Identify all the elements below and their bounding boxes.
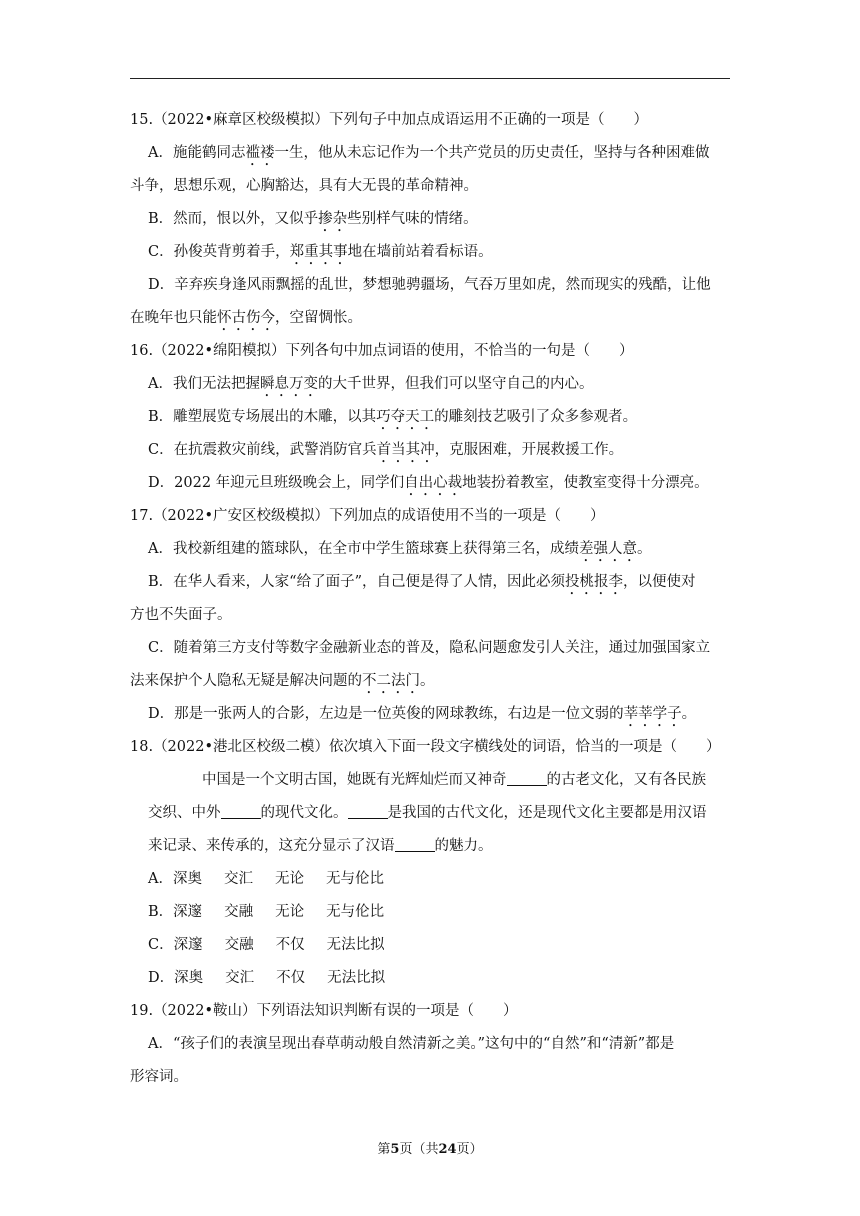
option-text: 我校新组建的篮球队，在全市中学生篮球赛上获得第三名，成绩 [172, 541, 579, 557]
option-text: 。 [681, 706, 697, 722]
option-label: D． [148, 277, 175, 293]
option-text: 形容词。 [130, 1069, 188, 1085]
question-number: 16. [130, 343, 154, 359]
option-text: 地装扮着教室，使教室变得十分漂亮。 [462, 475, 709, 491]
option-text: 孙俊英背剪着手， [173, 244, 290, 260]
option-text: 随着第三方支付等数字金融新业态的普及，隐私问题愈发引人关注，通过加强国家立 [173, 640, 711, 656]
header-rule [130, 78, 730, 79]
emphasized-term: 郑重其事 [289, 244, 348, 260]
passage-line [130, 764, 730, 797]
option-word: 不仅 [275, 937, 305, 953]
question-text: 下列加点的成语使用不当的一项是（ ） [329, 508, 605, 524]
option-label: D． [148, 475, 175, 491]
emphasized-term: 自出心裁 [404, 475, 463, 491]
option-continuation [130, 599, 730, 632]
question-source: （2022•绵阳模拟） [153, 343, 286, 359]
choice-option [130, 962, 730, 995]
passage-text: 是我国的古代文化，还是现代文化主要都是用汉语 [387, 805, 707, 821]
footer-page-number: 5 [390, 1142, 400, 1157]
option-text: 在抗震救灾前线，武警消防官兵 [173, 442, 377, 458]
option-word: 无论 [275, 904, 305, 920]
option-label: A． [148, 1036, 173, 1052]
passage-text: 的魅力。 [434, 838, 493, 854]
option-label: B． [148, 904, 174, 920]
option-word: 交融 [224, 904, 254, 920]
question-stem [130, 335, 730, 368]
option-label: C． [148, 442, 174, 458]
question-stem [130, 104, 730, 137]
question-text: 下列句子中加点成语运用不正确的一项是（ ） [329, 112, 649, 128]
question-source: （2022•广安区校级模拟） [153, 508, 330, 524]
option-text: 雕塑展览专场展出的木雕，以其 [173, 409, 377, 425]
answer-option [130, 368, 730, 401]
passage-line [130, 797, 730, 830]
option-label: D． [148, 706, 175, 722]
option-label: A． [148, 376, 173, 392]
emphasized-term: 掺杂 [318, 211, 348, 227]
question-stem [130, 731, 730, 764]
option-continuation [130, 302, 730, 335]
emphasized-term: 巧夺天工 [376, 409, 435, 425]
option-label: C． [148, 937, 174, 953]
answer-option [130, 137, 730, 170]
answer-option [130, 434, 730, 467]
option-text: 在华人看来，人家“给了面子”，自己便是得了人情，因此必须 [173, 574, 565, 590]
option-word: 无与伦比 [325, 871, 384, 887]
option-text: 一生，他从未忘记作为一个共产党员的历史责任，坚持与各种困难做 [274, 145, 710, 161]
answer-option [130, 533, 730, 566]
footer-suffix: 页） [456, 1142, 483, 1157]
option-word: 不仅 [276, 970, 306, 986]
emphasized-term: 首当其冲 [376, 442, 435, 458]
option-word: 深邃 [173, 904, 203, 920]
emphasized-term: 褴褛 [245, 145, 275, 161]
page-footer [0, 1138, 860, 1157]
option-text: 辛弃疾身逢风雨飘摇的乱世，梦想驰骋疆场，气吞万里如虎，然而现实的残酷，让他 [174, 277, 711, 293]
option-text: 的大千世界，但我们可以坚守自己的内心。 [317, 376, 594, 392]
option-text: 我们无法把握 [172, 376, 260, 392]
option-continuation [130, 1061, 730, 1094]
fill-blank [348, 802, 388, 819]
passage-text: 的现代文化。 [260, 805, 348, 821]
question-content [130, 104, 730, 1094]
question-number: 15. [130, 112, 154, 128]
option-text: ，以便使对 [622, 574, 696, 590]
emphasized-term: 怀古伤今 [217, 310, 275, 326]
choice-option [130, 896, 730, 929]
option-text: “孩子们的表演呈现出春草萌动般自然清新之美。”这句中的“自然”和“清新”都是 [172, 1036, 675, 1052]
answer-option [130, 566, 730, 599]
footer-prefix: 第 [377, 1142, 391, 1157]
option-text: 方也不失面子。 [130, 607, 232, 623]
option-word: 无与伦比 [326, 904, 385, 920]
answer-option [130, 401, 730, 434]
option-text: 施能鹤同志 [172, 145, 246, 161]
option-label: D． [148, 970, 175, 986]
option-label: C． [148, 640, 174, 656]
option-text: 法来保护个人隐私无疑是解决问题的 [130, 673, 362, 689]
emphasized-term: 投桃报李 [564, 574, 623, 590]
option-text: 然而，恨以外，又似乎 [173, 211, 319, 227]
emphasized-term: 瞬息万变 [259, 376, 318, 392]
option-text: ，克服困难，开展救援工作。 [434, 442, 624, 458]
emphasized-term: 差强人意 [578, 541, 637, 557]
footer-total-pages: 24 [438, 1142, 457, 1157]
choice-option [130, 863, 730, 896]
option-word: 无法比拟 [327, 970, 386, 986]
option-word: 交融 [224, 937, 254, 953]
fill-blank [221, 802, 261, 819]
answer-option [130, 203, 730, 236]
option-text: 的雕刻技艺吸引了众多参观者。 [434, 409, 638, 425]
answer-option [130, 1028, 730, 1061]
option-label: A． [148, 871, 173, 887]
option-text: 些别样气味的情绪。 [347, 211, 478, 227]
option-text: 。 [636, 541, 652, 557]
question-text: 下列各句中加点词语的使用，不恰当的一句是（ ） [285, 343, 634, 359]
option-word: 深奥 [172, 871, 202, 887]
choice-option [130, 929, 730, 962]
fill-blank [395, 835, 435, 852]
passage-text: 交织、中外 [148, 805, 221, 821]
option-continuation [130, 170, 730, 203]
question-source: （2022•港北区校级二模） [153, 739, 330, 755]
passage-text: 来记录、来传承的，这充分显示了汉语 [148, 838, 395, 854]
option-text: 2022 年迎元旦班级晚会上，同学们 [174, 475, 405, 491]
answer-option [130, 467, 730, 500]
option-label: B． [148, 409, 174, 425]
answer-option [130, 269, 730, 302]
option-word: 深奥 [174, 970, 204, 986]
option-text: 斗争，思想乐观，心胸豁达，具有大无畏的革命精神。 [130, 178, 478, 194]
question-stem [130, 500, 730, 533]
option-label: A． [148, 145, 173, 161]
question-number: 17. [130, 508, 154, 524]
option-label: C． [148, 244, 174, 260]
option-text: 地在墙前站着看标语。 [347, 244, 493, 260]
answer-option [130, 698, 730, 731]
question-text: 依次填入下面一段文字横线处的词语，恰当的一项是（ ） [329, 739, 721, 755]
option-label: A． [148, 541, 173, 557]
option-label: B． [148, 574, 174, 590]
passage-text: 中国是一个文明古国，她既有光辉灿烂而又神奇 [202, 772, 507, 788]
option-text: 在晚年也只能 [130, 310, 217, 326]
question-source: （2022•鞍山） [153, 1003, 257, 1019]
footer-middle: 页（共 [399, 1142, 439, 1157]
fill-blank [507, 769, 547, 786]
option-word: 深邃 [173, 937, 203, 953]
question-number: 19. [130, 1003, 154, 1019]
passage-line [130, 830, 730, 863]
option-word: 无论 [274, 871, 304, 887]
question-number: 18. [130, 739, 154, 755]
question-stem [130, 995, 730, 1028]
option-text: ，空留惆怅。 [275, 310, 362, 326]
question-text: 下列语法知识判断有误的一项是（ ） [256, 1003, 518, 1019]
emphasized-term: 不二法门 [362, 673, 420, 689]
option-label: B． [148, 211, 174, 227]
option-continuation [130, 665, 730, 698]
answer-option [130, 236, 730, 269]
question-source: （2022•麻章区校级模拟） [153, 112, 330, 128]
passage-text: 的古老文化，又有各民族 [546, 772, 706, 788]
answer-option [130, 632, 730, 665]
option-word: 交汇 [225, 970, 255, 986]
emphasized-term: 莘莘学子 [623, 706, 682, 722]
option-text: 。 [420, 673, 435, 689]
option-word: 无法比拟 [326, 937, 385, 953]
option-word: 交汇 [223, 871, 253, 887]
option-text: 那是一张两人的合影，左边是一位英俊的网球教练，右边是一位文弱的 [174, 706, 624, 722]
